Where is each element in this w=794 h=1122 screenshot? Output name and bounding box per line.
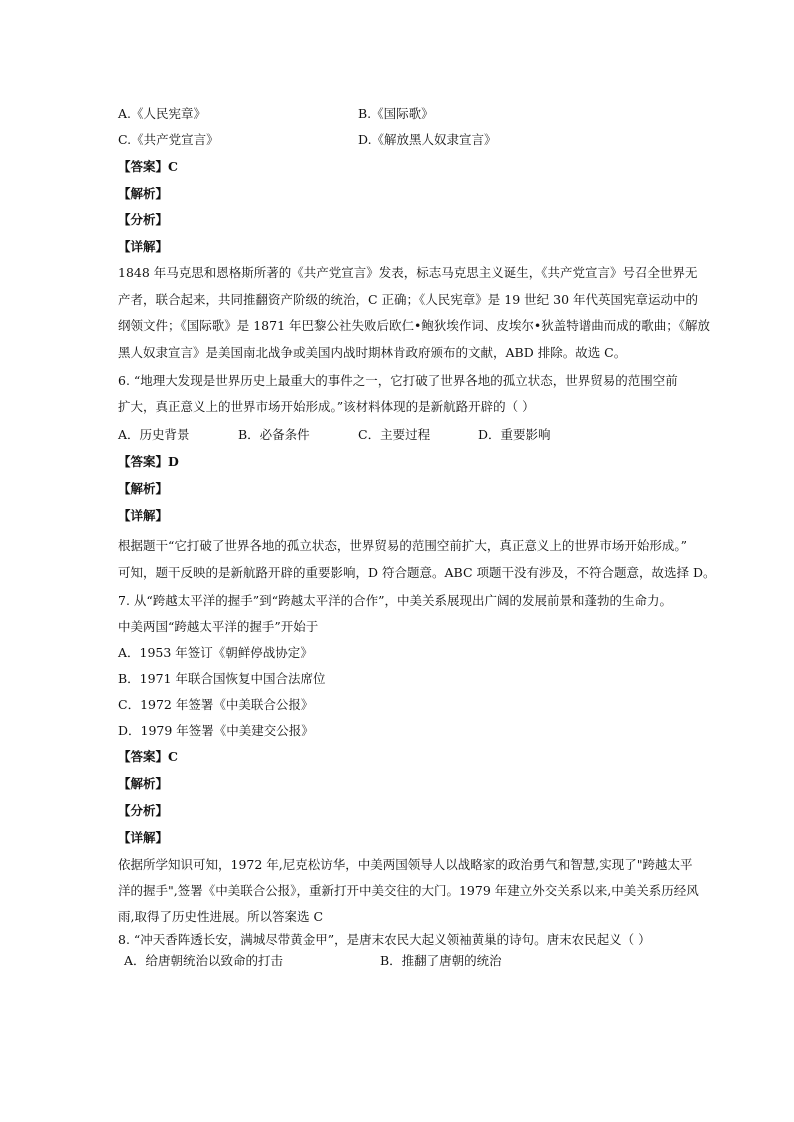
q7-stem-line: 中美两国“跨越太平洋的握手”开始于 (118, 619, 319, 634)
q7-analysis-heading: 【解析】 (118, 776, 169, 791)
q5-explain-line: 纲领文件；《国际歌》是 1871 年巴黎公社失败后欧仁•鲍狄埃作词、皮埃尔•狄盖特谱曲而成的歌曲；《解放 (118, 318, 711, 333)
q7-option-c: C．1972 年签署《中美联合公报》 (118, 697, 314, 712)
q5-detail-heading: 【详解】 (118, 239, 169, 254)
q5-explain-line: 产者，联合起来，共同推翻资产阶级的统治，C 正确；《人民宪章》是 19 世纪 30 年代英国宪章运动中的 (118, 292, 698, 307)
q6-detail-heading: 【详解】 (118, 508, 169, 523)
q6-stem-line: 6. “地理大发现是世界历史上最重大的事件之一，它打破了世界各地的孤立状态，世界贸易的范围空前 (118, 373, 678, 388)
q7-explain-line: 雨,取得了历史性进展。所以答案选 C (118, 909, 324, 924)
q5-explain-line: 黑人奴隶宣言》是美国南北战争或美国内战时期林肯政府颁布的文献，ABD 排除。故选 C。 (118, 345, 627, 360)
q8-option-a: A．给唐朝统治以致命的打击 (124, 953, 284, 968)
q7-option-d: D．1979 年签署《中美建交公报》 (118, 723, 314, 738)
q7-option-b: B．1971 年联合国恢复中国合法席位 (118, 671, 326, 686)
q6-analysis-heading: 【解析】 (118, 481, 169, 496)
q6-stem-line: 扩大，真正意义上的世界市场开始形成。”该材料体现的是新航路开辟的（ ） (118, 399, 535, 414)
q7-detail-heading: 【详解】 (118, 830, 169, 845)
q7-option-a: A．1953 年签订《朝鲜停战协定》 (118, 645, 313, 660)
q7-explain-line: 依据所学知识可知，1972 年,尼克松访华，中美两国领导人以战略家的政治勇气和智慧,实现了"跨越太平 (118, 857, 693, 872)
q5-analysis-heading: 【解析】 (118, 186, 169, 201)
q5-fenxi-heading: 【分析】 (118, 212, 169, 227)
q5-answer: 【答案】C (118, 159, 178, 174)
q5-option-c: C.《共产党宣言》 (118, 132, 219, 147)
q7-stem-line: 7. 从“跨越太平洋的握手”到“跨越太平洋的合作”，中美关系展现出广阔的发展前景和蓬勃的生命力。 (118, 593, 672, 608)
q7-answer: 【答案】C (118, 749, 178, 764)
q6-answer: 【答案】D (118, 454, 179, 469)
q8-option-b: B．推翻了唐朝的统治 (380, 953, 502, 968)
q5-option-b: B.《国际歌》 (358, 106, 434, 121)
q6-option-b: B．必备条件 (238, 427, 310, 442)
q7-explain-line: 洋的握手",签署《中美联合公报》，重新打开中美交往的大门。1979 年建立外交关系以来,中美关系历经风 (118, 883, 699, 898)
q5-option-d: D.《解放黑人奴隶宣言》 (358, 132, 497, 147)
q5-option-a: A.《人民宪章》 (118, 106, 207, 121)
q6-option-d: D．重要影响 (478, 427, 551, 442)
q5-explain-line: 1848 年马克思和恩格斯所著的《共产党宣言》发表，标志马克思主义诞生，《共产党宣言》号召全世界无 (118, 265, 698, 280)
q7-fenxi-heading: 【分析】 (118, 803, 169, 818)
q6-option-c: C．主要过程 (358, 427, 431, 442)
q6-option-a: A．历史背景 (118, 427, 190, 442)
q8-stem-line: 8. “冲天香阵透长安，满城尽带黄金甲”，是唐末农民大起义领袖黄巢的诗句。唐末农民起义（ ） (118, 932, 651, 947)
q6-explain-line: 根据题干“它打破了世界各地的孤立状态，世界贸易的范围空前扩大，真正意义上的世界市场开始形成。” (118, 538, 688, 553)
q6-explain-line: 可知，题干反映的是新航路开辟的重要影响，D 符合题意。ABC 项题干没有涉及，不符合题意，故选择 D。 (118, 565, 716, 580)
